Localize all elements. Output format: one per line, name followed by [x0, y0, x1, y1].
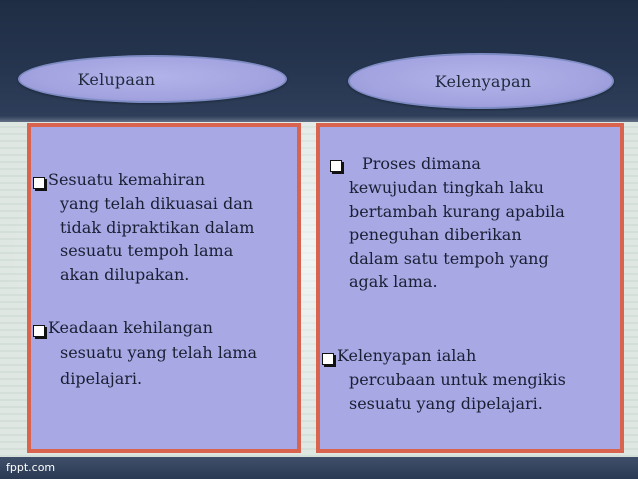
footer-band: [0, 457, 638, 479]
text-line: Sesuatu kemahiran: [48, 170, 206, 189]
text-line: bertambah kurang apabila: [349, 201, 565, 221]
bullet-checkbox-icon: [322, 353, 334, 365]
heading-kelupaan-label: Kelupaan: [77, 69, 156, 89]
right-bullet-2: [337, 344, 476, 368]
right-bullet-2-continuation: [349, 368, 566, 415]
text-line: agak lama.: [349, 272, 438, 291]
bullet-checkbox-icon: [330, 160, 342, 172]
text-line: yang telah dikuasai dan: [60, 194, 254, 213]
right-bullet-1-continuation: [349, 176, 565, 294]
text-line: dipelajari.: [60, 369, 143, 388]
heading-kelenyapan: [348, 53, 614, 109]
left-bullet-1: [48, 168, 205, 192]
bullet-checkbox-icon: [33, 177, 45, 189]
text-line: peneguhan diberikan: [349, 225, 522, 244]
text-line: sesuatu yang telah lama: [60, 343, 258, 362]
right-bullet-1: [362, 152, 481, 176]
text-line: kewujudan tingkah laku: [349, 178, 544, 197]
text-line: percubaan untuk mengikis: [349, 370, 566, 389]
text-line: Kelenyapan ialah: [337, 346, 477, 365]
text-line: Proses dimana: [362, 154, 481, 173]
left-bullet-1-continuation: [60, 192, 254, 286]
left-bullet-2: [48, 316, 213, 340]
text-line: akan dilupakan.: [60, 264, 190, 284]
heading-kelenyapan-label: Kelenyapan: [434, 71, 532, 91]
text-line: tidak dipraktikan dalam: [60, 217, 255, 237]
bullet-checkbox-icon: [33, 325, 45, 337]
text-line: sesuatu yang dipelajari.: [349, 393, 543, 413]
text-line: dalam satu tempoh yang: [349, 248, 549, 268]
heading-kelupaan: [18, 55, 287, 103]
footer-brand: fppt.com: [6, 461, 56, 474]
text-line: Keadaan kehilangan: [48, 318, 213, 337]
text-line: sesuatu tempoh lama: [60, 241, 234, 260]
left-bullet-2-continuation: [60, 340, 257, 392]
